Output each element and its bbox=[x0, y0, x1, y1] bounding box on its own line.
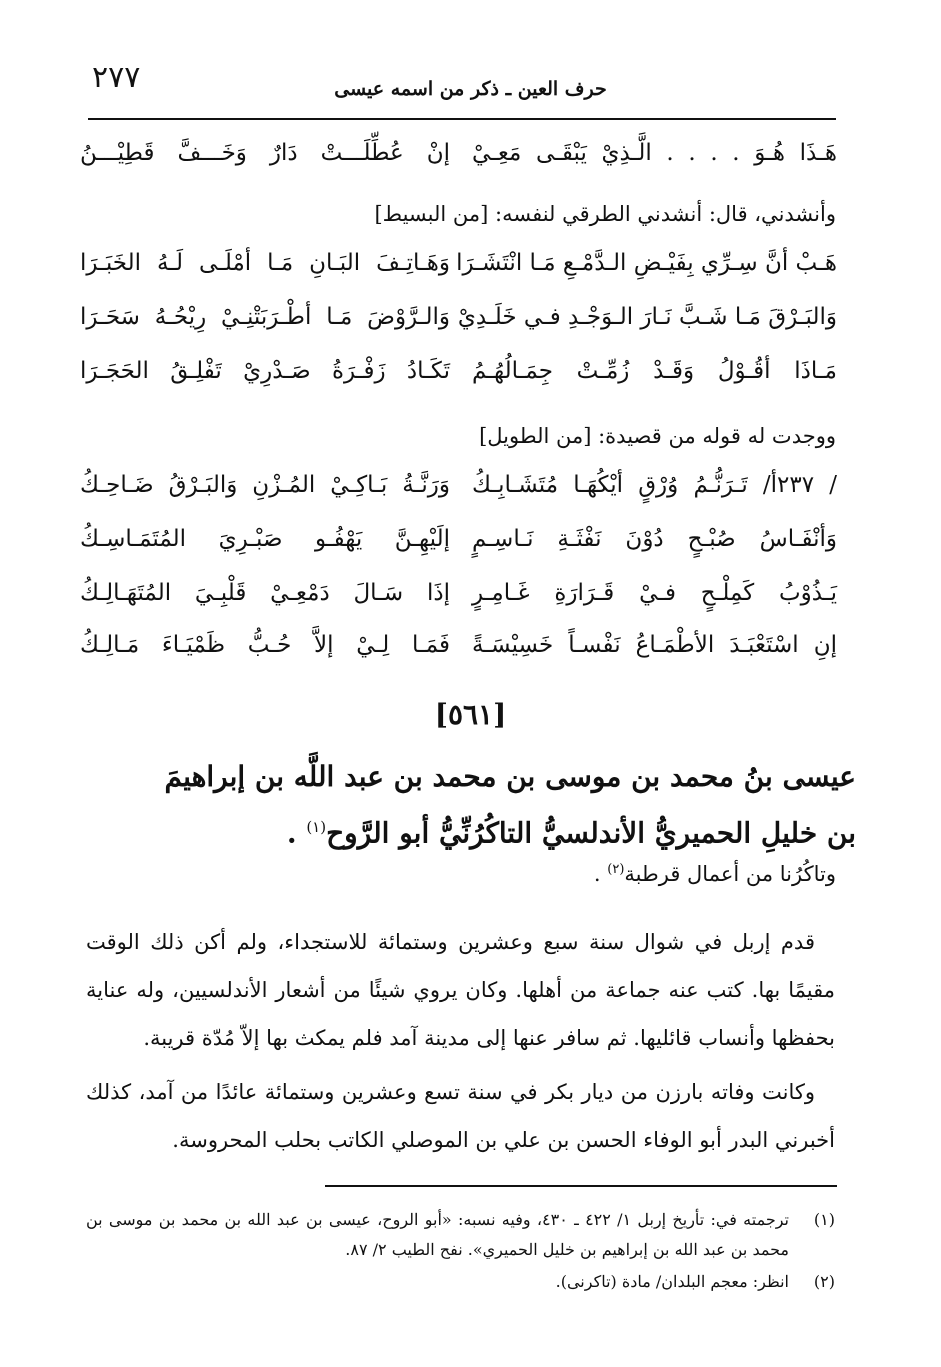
poem-intro: وأنشدني، قال: أنشدني الطرقي لنفسه: [من البسيط] bbox=[374, 202, 836, 226]
verse-first-hemistich: / ٢٣٧أ/ تَـرَنُّـمُ وُرْقٍ أيْكُهَـا مُتَشَـابِـكُ bbox=[472, 472, 838, 498]
entry-subline-text: وتاكُرُنا من أعمال قرطبة bbox=[624, 862, 836, 886]
verse-second-hemistich: إذَا سَـالَ دَمْعِـيْ قَلْبِـيَ المُتَهَـالِـكُ bbox=[80, 580, 450, 606]
verse-first-hemistich: إنِ اسْتَعْبَـدَ الأطْمَـاعُ نَفْسـاً خَسِيْسَـةً bbox=[472, 632, 837, 658]
body-paragraph bbox=[86, 1068, 835, 1164]
entry-subline-end: . bbox=[593, 862, 608, 886]
verse-second-hemistich: تَكَـادُ زَفْـرَةُ صَـدْرِيْ تَفْلِـقُ الحَجَـرَا bbox=[80, 358, 450, 384]
verse-line bbox=[80, 526, 837, 566]
verse-line bbox=[80, 140, 837, 180]
footnote-text: انظر: معجم البلدان/ مادة (تاكرنى). bbox=[555, 1272, 789, 1291]
verse-second-hemistich: وَهَـاتِـفَ البَـانِ مَـا أمْلَـى لَـهُ الخَبَـرَا bbox=[80, 250, 450, 276]
header-divider bbox=[88, 118, 836, 120]
footnote-ref[interactable]: (٢) bbox=[607, 862, 625, 877]
footnote-text: ترجمته في: تأريخ إربل ١/ ٤٢٢ ـ ٤٣٠، وفيه نسبه: «أبو الروح، عيسى بن عبد الله بن محمد بن موسى بن محمد بن عبد الله بن إبراهيم بن خليل الحميري». نفح الطيب ٢/ ٨٧. bbox=[86, 1210, 790, 1259]
verse-line bbox=[80, 358, 837, 398]
verse-second-hemistich: فَمَـا لِـيْ إلاَّ حُـبُّ ظَمْيَـاءَ مَـالِـكُ bbox=[80, 632, 450, 658]
verse-line bbox=[80, 304, 837, 344]
entry-number: [٥٦١] bbox=[434, 698, 507, 731]
footnote-divider bbox=[325, 1185, 837, 1187]
verse-line bbox=[80, 250, 837, 290]
footnote-ref[interactable]: (١) bbox=[306, 818, 327, 836]
entry-title-end: . bbox=[286, 816, 307, 850]
verse-first-hemistich: مَـاذَا أقُـوْلُ وَقَـدْ زُمِّـتْ جِمَـالُهُـمُ bbox=[472, 358, 837, 384]
verse-first-hemistich: هَـذَا هُـوَ . . . . الَّـذِيْ يَبْقَـى مَعِـيْ bbox=[472, 140, 837, 166]
poem-intro: ووجدت له قوله من قصيدة: [من الطويل] bbox=[479, 424, 836, 448]
footnote-number: (٢) bbox=[813, 1272, 835, 1291]
verse-first-hemistich: وَأنْفَـاسُ صُبْـحٍ دُوْنَ نَفْثَـةِ نَـاسِـمٍ bbox=[472, 526, 837, 552]
verse-second-hemistich: إلَيْهِـنَّ يَهْفُـو صَبْـرِيَ المُتَمَـاسِـكُ bbox=[80, 526, 450, 552]
footnotes bbox=[86, 1205, 835, 1297]
verse-first-hemistich: يَـذُوْبُ كَمِلْـحٍ فـيْ قَـرَارَةِ غَـامِـرٍ bbox=[472, 580, 837, 606]
verse-second-hemistich: وَرَنَّـةُ بَـاكِـيْ المُـزْنِ وَالبَـرْقُ ضَـاحِـكُ bbox=[80, 472, 450, 498]
entry-subline bbox=[594, 862, 836, 886]
footnote-number: (١) bbox=[813, 1210, 835, 1229]
verse-line bbox=[80, 580, 837, 620]
verse-first-hemistich: وَالبَـرْقَ مَـا شَـبَّ نَـارَ الـوَجْـدِ فـي خَلَـدِيْ bbox=[457, 304, 837, 330]
footnote bbox=[86, 1205, 835, 1265]
running-header: حرف العين ـ ذكر من اسمه عيسى bbox=[334, 78, 607, 100]
footnote bbox=[86, 1267, 835, 1297]
paragraph-text: وكانت وفاته بارزن من ديار بكر في سنة تسع وعشرين وستمائة عائدًا من آمد، كذلك أخبرني البدر أبو الوفاء الحسن بن علي بن الموصلي الكاتب بحلب المحروسة. bbox=[86, 1080, 835, 1152]
verse-line bbox=[80, 472, 837, 512]
entry-title bbox=[156, 752, 856, 858]
verse-first-hemistich: هَـبْ أنَّ سِـرِّي بِفَيْـضِ الـدَّمْـعِ مَـا انْتَشَـرَا bbox=[456, 250, 837, 276]
verse-second-hemistich: وَالـرَّوْضَ مَـا أطْـرَبَتْنِـيْ رِيْحُـهُ سَحَـرَا bbox=[80, 304, 450, 330]
verse-line bbox=[80, 632, 837, 672]
paragraph-text: قدم إربل في شوال سنة سبع وعشرين وستمائة للاستجداء، ولم أكن ذلك الوقت مقيمًا بها. كتب عنه جماعة من أهلها. وكان يروي شيئًا من أشعار الأندلسيين، وله عناية بحفظها وأنساب قائليها. ثم سافر عنها إلى مدينة آمد فلم يمكث بها إلاّ مُدّة قريبة. bbox=[86, 930, 835, 1050]
verse-second-hemistich: إنْ عُطِّلَـــتْ دَارٌ وَخَـــفَّ قَطِيْـــنُ bbox=[80, 140, 450, 166]
entry-title-text: عيسى بنُ محمد بن موسى بن محمد بن عبد اللَّه بن إبراهيمَ بن خليلِ الحميريُّ الأندلسيُّ التاكُرُنِّيُّ أبو الرَّوح bbox=[164, 760, 856, 850]
page-number: ٢٧٧ bbox=[92, 60, 141, 95]
body-paragraph bbox=[86, 918, 835, 1062]
